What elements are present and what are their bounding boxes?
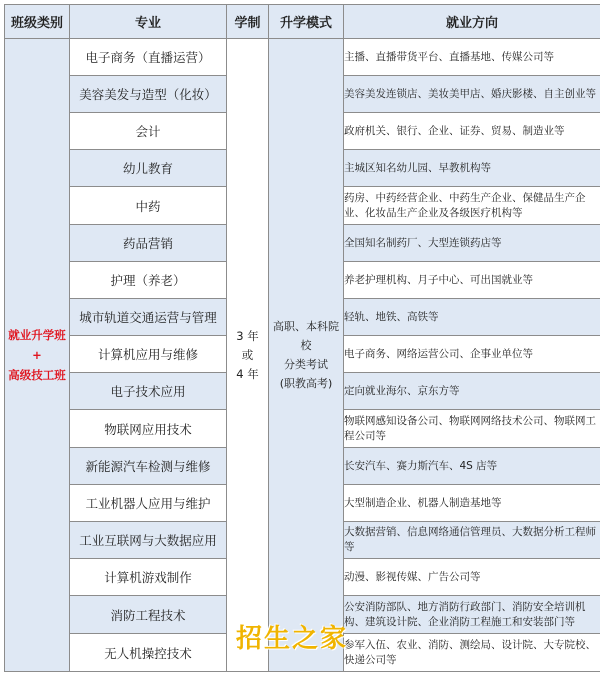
major-cell: 幼儿教育	[70, 150, 227, 187]
employment-cell: 公安消防部队、地方消防行政部门、消防安全培训机构、建筑设计院、企业消防工程施工和安装部门等	[344, 596, 600, 634]
employment-cell: 定向就业海尔、京东方等	[344, 373, 600, 410]
employment-cell: 轻轨、地铁、高铁等	[344, 299, 600, 336]
duration-cell	[227, 39, 269, 672]
header-category: 班级类别	[5, 5, 70, 39]
header-employment: 就业方向	[344, 5, 600, 39]
category-line: +	[32, 348, 42, 362]
employment-cell: 大数据营销、信息网络通信管理员、大数据分析工程师等	[344, 522, 600, 559]
employment-cell: 药房、中药经营企业、中药生产企业、保健品生产企业、化妆品生产企业及各级医疗机构等	[344, 187, 600, 225]
category-line: 就业升学班	[8, 328, 66, 342]
employment-cell: 全国知名制药厂、大型连锁药店等	[344, 225, 600, 262]
major-cell: 会计	[70, 113, 227, 150]
major-cell: 城市轨道交通运营与管理	[70, 299, 227, 336]
employment-cell: 物联网感知设备公司、物联网网络技术公司、物联网工程公司等	[344, 410, 600, 448]
watermark-logo: 招生之家	[236, 624, 349, 654]
major-cell: 计算机游戏制作	[70, 559, 227, 596]
header-mode: 升学模式	[269, 5, 344, 39]
major-cell: 新能源汽车检测与维修	[70, 448, 227, 485]
class-category-cell	[5, 39, 70, 672]
major-cell: 美容美发与造型（化妆）	[70, 76, 227, 113]
employment-cell: 养老护理机构、月子中心、可出国就业等	[344, 262, 600, 299]
major-cell: 计算机应用与维修	[70, 336, 227, 373]
duration-line: 4 年	[236, 366, 259, 381]
major-cell: 药品营销	[70, 225, 227, 262]
major-cell: 电子技术应用	[70, 373, 227, 410]
employment-cell: 美容美发连锁店、美妆美甲店、婚庆影楼、自主创业等	[344, 76, 600, 113]
mode-line: 分类考试	[284, 358, 328, 371]
major-cell: 无人机操控技术	[70, 634, 227, 672]
duration-line: 3 年	[236, 328, 259, 343]
major-cell: 工业互联网与大数据应用	[70, 522, 227, 559]
major-cell: 护理（养老）	[70, 262, 227, 299]
table-row	[5, 39, 600, 76]
major-cell: 电子商务（直播运营）	[70, 39, 227, 76]
duration-line: 或	[241, 347, 254, 362]
employment-cell: 动漫、影视传媒、广告公司等	[344, 559, 600, 596]
employment-cell: 主城区知名幼儿园、早教机构等	[344, 150, 600, 187]
category-line: 高级技工班	[8, 368, 66, 382]
program-table	[4, 4, 600, 672]
major-cell: 中药	[70, 187, 227, 225]
header-duration: 学制	[227, 5, 269, 39]
employment-cell: 长安汽车、赛力斯汽车、4S 店等	[344, 448, 600, 485]
employment-cell: 主播、直播带货平台、直播基地、传媒公司等	[344, 39, 600, 76]
admission-mode-cell	[269, 39, 344, 672]
mode-line: (职教高考)	[279, 377, 333, 390]
employment-cell: 政府机关、银行、企业、证券、贸易、制造业等	[344, 113, 600, 150]
major-cell: 消防工程技术	[70, 596, 227, 634]
major-cell: 工业机器人应用与维护	[70, 485, 227, 522]
employment-cell: 大型制造企业、机器人制造基地等	[344, 485, 600, 522]
major-cell: 物联网应用技术	[70, 410, 227, 448]
employment-cell: 电子商务、网络运营公司、企事业单位等	[344, 336, 600, 373]
employment-cell: 参军入伍、农业、消防、测绘局、设计院、大专院校、快递公司等	[344, 634, 600, 672]
header-major: 专业	[70, 5, 227, 39]
mode-line: 高职、本科院校	[273, 320, 339, 352]
header-row	[5, 5, 600, 39]
